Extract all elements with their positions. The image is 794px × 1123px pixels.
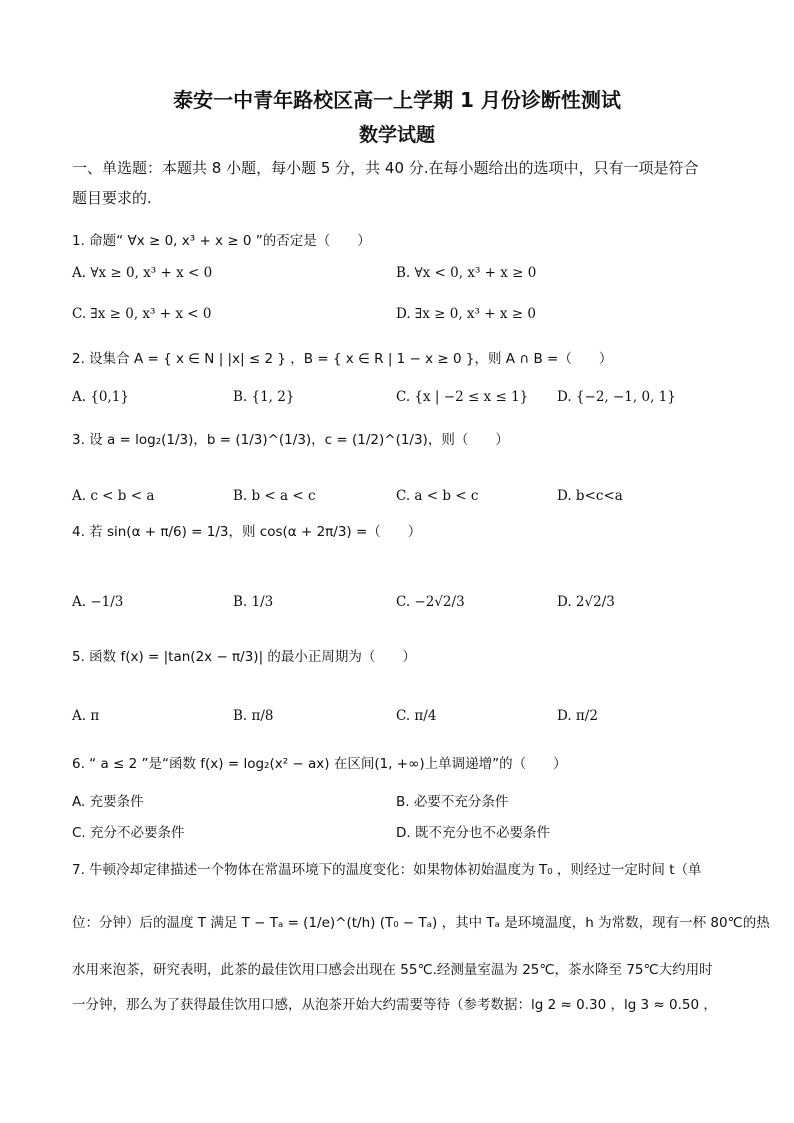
- question-2-option-d[interactable]: D. {−2, −1, 0, 1}: [557, 389, 676, 405]
- question-2-option-b[interactable]: B. {1, 2}: [233, 389, 295, 405]
- page-title: 泰安一中青年路校区高一上学期 1 月份诊断性测试: [173, 88, 621, 112]
- section-heading-line1: 一、单选题：本题共 8 小题，每小题 5 分，共 40 分.在每小题给出的选项中，只有一项是符合: [72, 159, 699, 177]
- question-5-option-c[interactable]: C. π/4: [396, 708, 437, 724]
- question-6-option-d[interactable]: D. 既不充分也不必要条件: [396, 825, 550, 841]
- question-6-stem: 6. “ a ≤ 2 ”是“函数 f(x) = log₂(x² − ax) 在区间(1, +∞)上单调递增”的（ ）: [72, 756, 567, 772]
- question-5-option-b[interactable]: B. π/8: [233, 708, 274, 724]
- section-heading-line2: 题目要求的.: [72, 189, 152, 207]
- question-7-line-1: 7. 牛顿冷却定律描述一个物体在常温环境下的温度变化：如果物体初始温度为 T₀ ，则经过一定时间 t（单: [72, 862, 702, 878]
- question-5-option-d[interactable]: D. π/2: [557, 708, 598, 724]
- question-3-option-d[interactable]: D. b<c<a: [557, 488, 623, 504]
- question-5-stem: 5. 函数 f(x) = |tan(2x − π/3)| 的最小正周期为（ ）: [72, 649, 416, 665]
- question-1-option-d[interactable]: D. ∃x ≥ 0, x³ + x ≥ 0: [396, 306, 536, 322]
- question-7-line-2: 位：分钟）后的温度 T 满足 T − Tₐ = (1/e)^(t/h) (T₀ − Tₐ) ，其中 Tₐ 是环境温度，h 为常数，现有一杯 80℃的热: [72, 915, 770, 931]
- question-3-option-c[interactable]: C. a < b < c: [396, 488, 479, 504]
- question-2-stem: 2. 设集合 A = { x ∈ N | |x| ≤ 2 } ，B = { x ∈ R | 1 − x ≥ 0 }，则 A ∩ B =（ ）: [72, 351, 613, 367]
- question-3-stem: 3. 设 a = log₂(1/3)，b = (1/3)^(1/3)，c = (1/2)^(1/3)，则（ ）: [72, 432, 509, 448]
- question-1-option-a[interactable]: A. ∀x ≥ 0, x³ + x < 0: [72, 265, 213, 281]
- question-3-option-a[interactable]: A. c < b < a: [72, 488, 155, 504]
- question-4-option-a[interactable]: A. −1/3: [72, 594, 124, 610]
- question-6-option-b[interactable]: B. 必要不充分条件: [396, 794, 509, 810]
- question-1-option-c[interactable]: C. ∃x ≥ 0, x³ + x < 0: [72, 306, 212, 322]
- question-4-option-c[interactable]: C. −2√2/3: [396, 594, 465, 610]
- question-7-line-3: 水用来泡茶，研究表明，此茶的最佳饮用口感会出现在 55℃.经测量室温为 25℃，茶水降至 75℃大约用时: [72, 962, 713, 978]
- question-6-option-a[interactable]: A. 充要条件: [72, 794, 144, 810]
- question-6-option-c[interactable]: C. 充分不必要条件: [72, 825, 185, 841]
- question-2-option-c[interactable]: C. {x | −2 ≤ x ≤ 1}: [396, 389, 529, 405]
- question-4-stem: 4. 若 sin(α + π/6) = 1/3，则 cos(α + 2π/3) =（ ）: [72, 524, 422, 540]
- question-2-option-a[interactable]: A. {0,1}: [72, 389, 129, 405]
- question-4-option-d[interactable]: D. 2√2/3: [557, 594, 615, 610]
- question-1-option-b[interactable]: B. ∀x < 0, x³ + x ≥ 0: [396, 265, 537, 281]
- page-subtitle: 数学试题: [358, 124, 435, 146]
- question-7-line-4: 一分钟，那么为了获得最佳饮用口感，从泡茶开始大约需要等待（参考数据：lg 2 ≈ 0.30 ，lg 3 ≈ 0.50 ，: [72, 997, 717, 1013]
- question-3-option-b[interactable]: B. b < a < c: [233, 488, 316, 504]
- question-5-option-a[interactable]: A. π: [72, 708, 100, 724]
- question-4-option-b[interactable]: B. 1/3: [233, 594, 274, 610]
- question-1-stem: 1. 命题“ ∀x ≥ 0, x³ + x ≥ 0 ”的否定是（ ）: [72, 233, 371, 249]
